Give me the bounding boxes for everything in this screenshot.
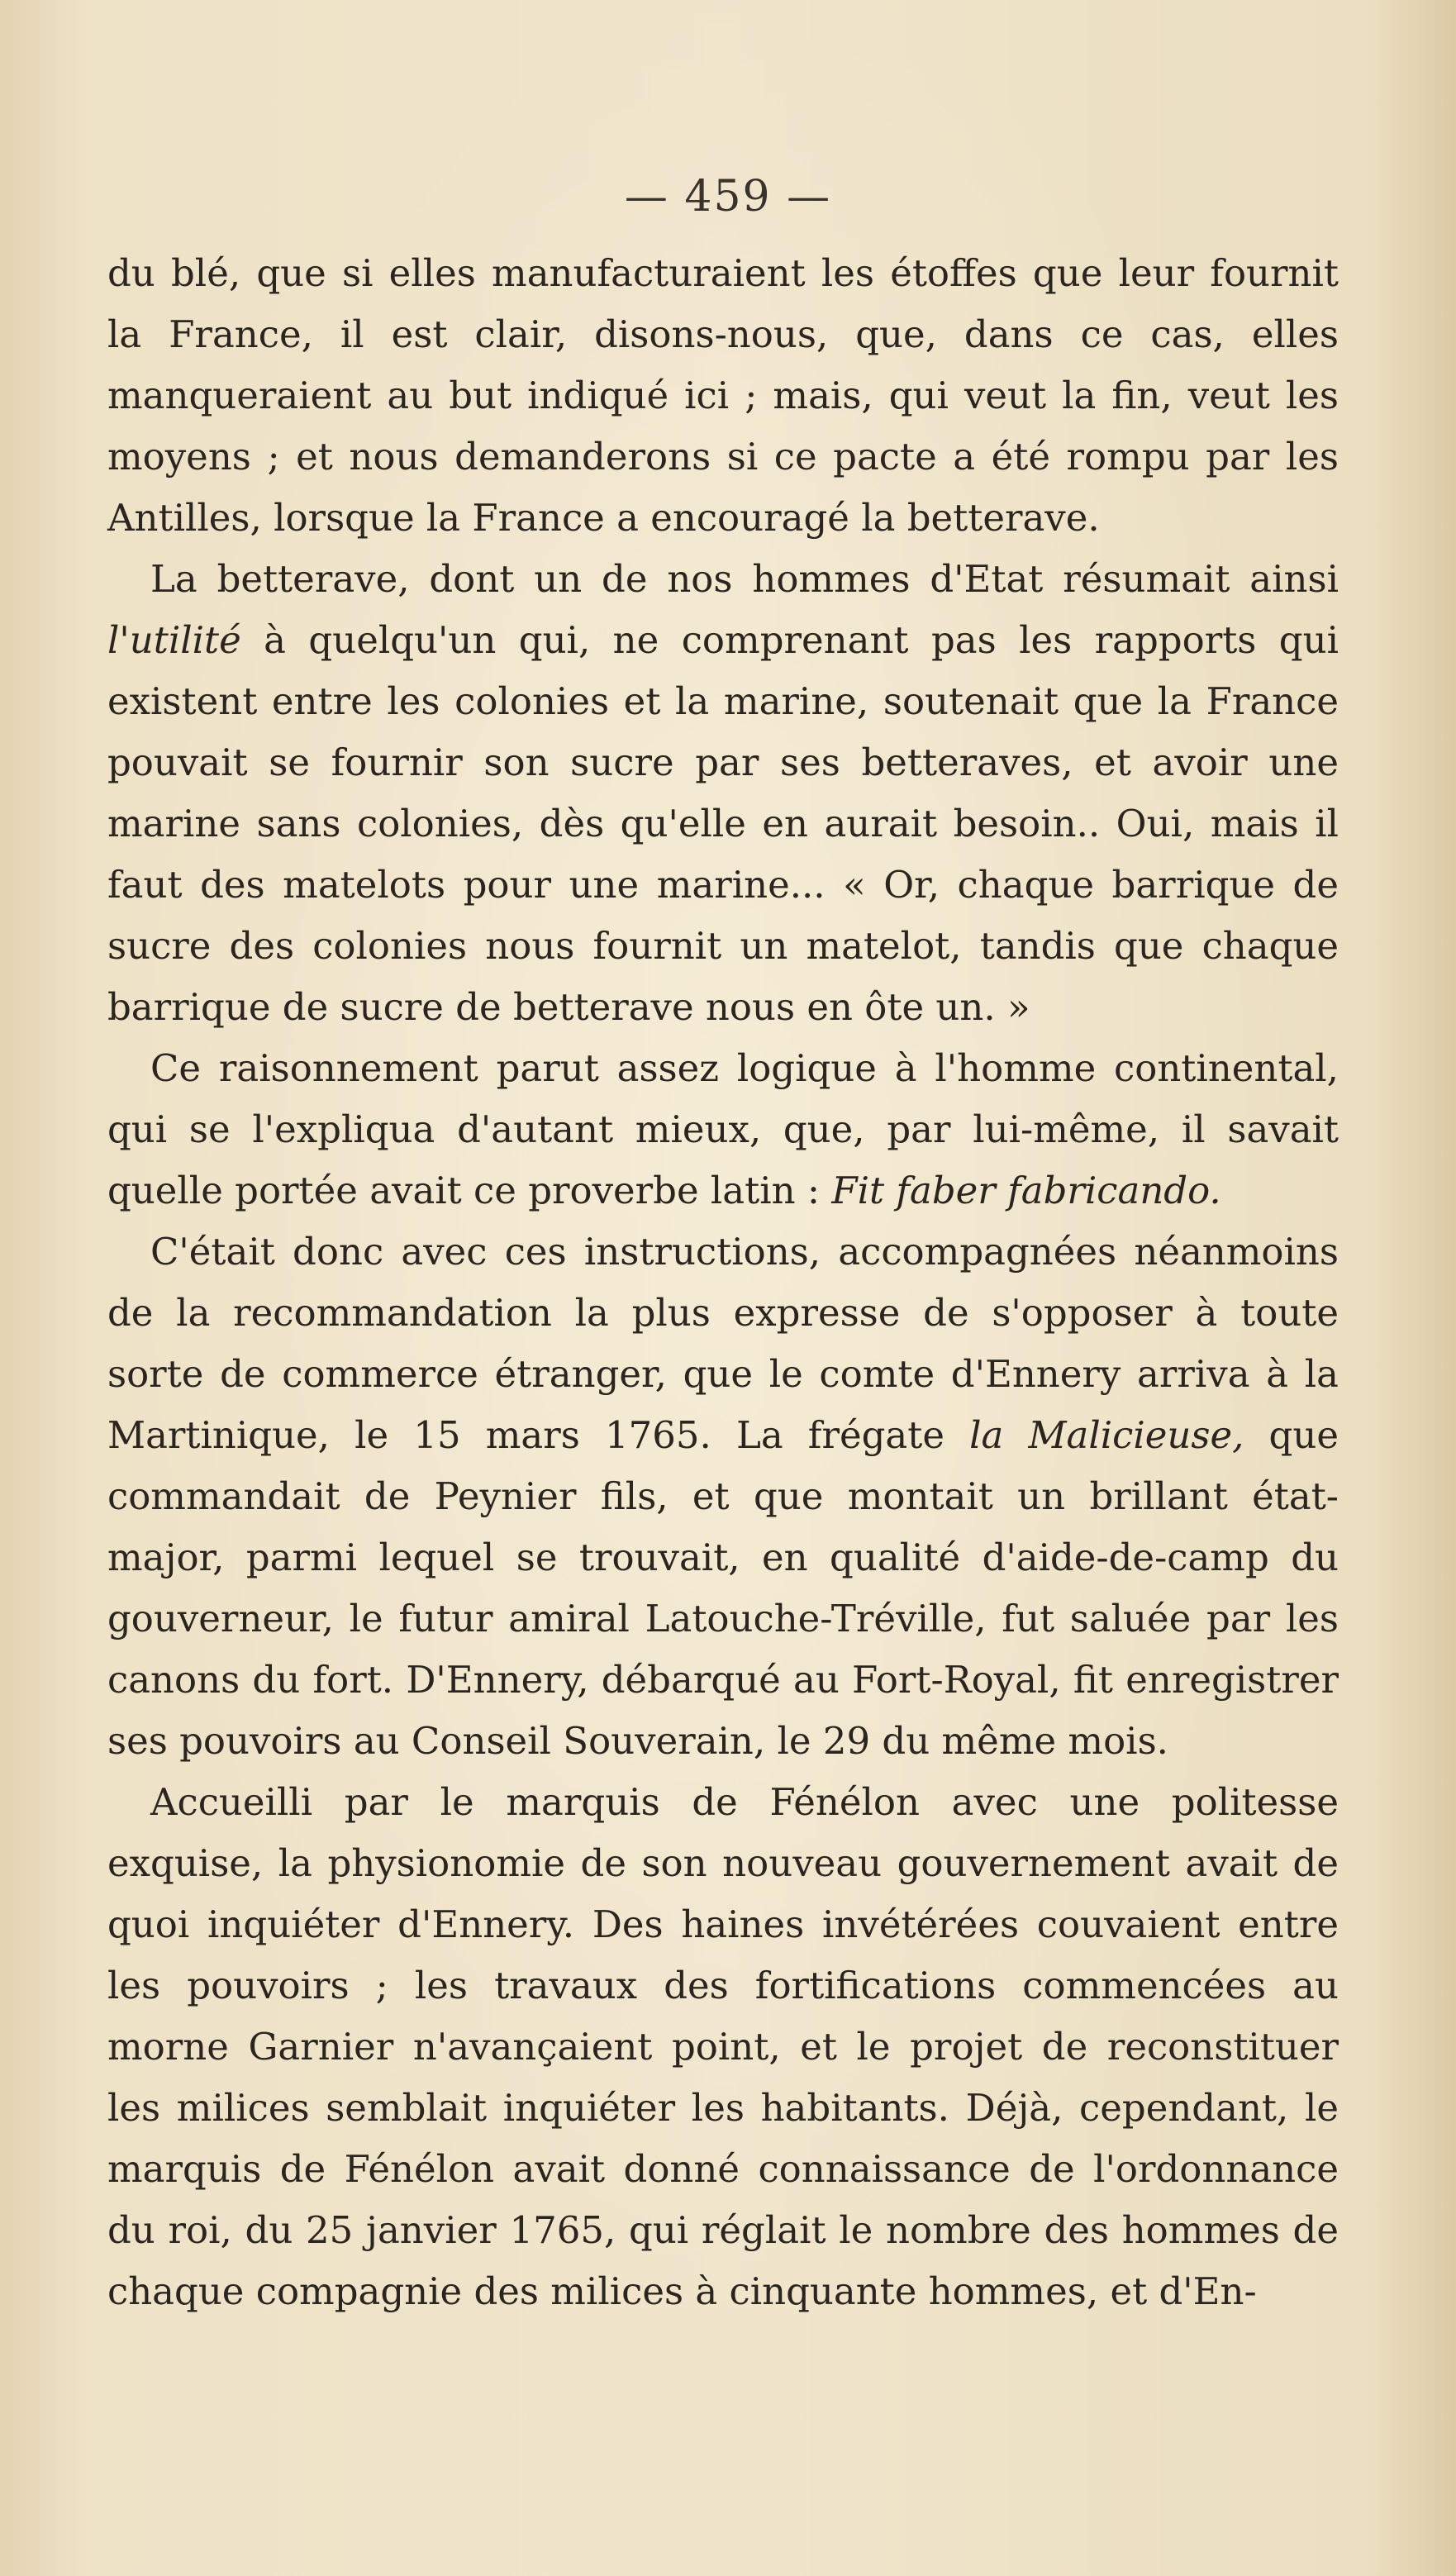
paragraph xyxy=(107,243,1339,549)
paragraph xyxy=(107,1038,1339,1221)
italic-phrase: la Malicieuse, xyxy=(969,1413,1244,1457)
text-run: Accueilli par le marquis de Fénélon avec une politesse exquise, la physionomie de son nouveau gouvernement avait de quoi inquiéter d'Ennery. Des haines invétérées couvaient entre les pouvoirs ; les travaux des fortifications commencées au morne Garnier n'avançaient point, et le projet de reconstituer les milices semblait inquiéter les habitants. Déjà, cependant, le marquis de Fénélon avait donné connaissance de l'ordonnance du roi, du 25 janvier 1765, qui réglait le nombre des hommes de chaque compagnie des milices à cinquante hommes, et d'En- xyxy=(107,1780,1339,2313)
paragraph xyxy=(107,549,1339,1038)
text-run: Ce raisonnement parut assez logique à l'homme continental, qui se l'expliqua d'autant mieux, que, par lui-même, il savait quelle portée avait ce proverbe latin : xyxy=(107,1046,1339,1212)
text-run: C'était donc avec ces instructions, accompagnées néanmoins de la recommandation la plus expresse de s'opposer à toute sorte de commerce étranger, que le comte d'Ennery arriva à la Martinique, le 15 mars 1765. La frégate xyxy=(107,1230,1339,1457)
italic-phrase: l'utilité xyxy=(107,618,241,662)
body-text xyxy=(107,243,1339,2322)
italic-phrase: Fit faber fabricando. xyxy=(831,1169,1221,1212)
paragraph xyxy=(107,1772,1339,2322)
text-run: que commandait de Peynier fils, et que montait un brillant état-major, parmi lequel se trouvait, en qualité d'aide-de-camp du gouverneur, le futur amiral Latouche-Tréville, fut saluée par les canons du fort. D'Ennery, débarqué au Fort-Royal, fit enregistrer ses pouvoirs au Conseil Souverain, le 29 du même mois. xyxy=(107,1413,1339,1763)
paragraph xyxy=(107,1221,1339,1772)
text-run: à quelqu'un qui, ne comprenant pas les rapports qui existent entre les colonies et la marine, soutenait que la France pouvait se fournir son sucre par ses betteraves, et avoir une marine sans colonies, dès qu'elle en aurait besoin.. Oui, mais il faut des matelots pour une marine... « Or, chaque barrique de sucre des colonies nous fournit un matelot, tandis que chaque barrique de sucre de betterave nous en ôte un. » xyxy=(107,618,1339,1029)
text-run: du blé, que si elles manufacturaient les étoffes que leur fournit la France, il est clair, disons-nous, que, dans ce cas, elles manqueraient au but indiqué ici ; mais, qui veut la fin, veut les moyens ; et nous demanderons si ce pacte a été rompu par les Antilles, lorsque la France a encouragé la betterave. xyxy=(107,251,1339,540)
page-number: — 459 — xyxy=(624,172,832,221)
text-run: La betterave, dont un de nos hommes d'Etat résumait ainsi xyxy=(150,557,1339,601)
